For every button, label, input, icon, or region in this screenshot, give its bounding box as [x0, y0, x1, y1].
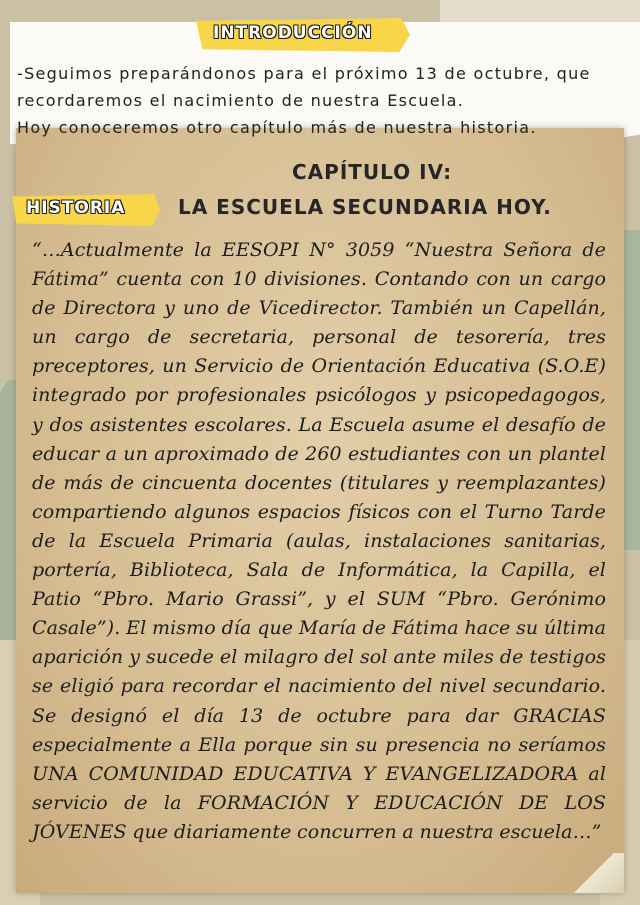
- intro-text: [17, 60, 637, 141]
- historia-label: HISTORIA: [26, 198, 126, 218]
- chapter-number: CAPÍTULO IV:: [292, 160, 453, 184]
- intro-line: -Seguimos preparándonos para el próximo 13 de octubre, que: [17, 64, 591, 83]
- page-curl-decoration: [564, 853, 624, 893]
- story-body: “…Actualmente la EESOPI N° 3059 “Nuestra Señora de Fátima” cuenta con 10 divisiones. Contando con un cargo de Directora y uno de Vicedirector. También un Capellán, un cargo de secretaria, personal de tesorería, tres preceptores, un Servicio de Orientación Educativa (S.O.E) integrado por profesionales psicólogos y psicopedagogos, y dos asistentes escolares. La Escuela asume el desafío de educar a un aproximado de 260 estudiantes con un plantel de más de cincuenta docentes (titulares y reemplazantes) compartiendo algunos espacios físicos con el Turno Tarde de la Escuela Primaria (aulas, instalaciones sanitarias, portería, Biblioteca, Sala de Informática, la Capilla, el Patio “Pbro. Mario Grassi”, y el SUM “Pbro. Gerónimo Casale”). El mismo día que María de Fátima hace su última aparición y sucede el milagro del sol ante miles de testigos se eligió para recordar el nacimiento del nivel secundario. Se designó el día 13 de octubre para dar GRACIAS especialmente a Ella porque sin su presencia no seríamos UNA COMUNIDAD EDUCATIVA Y EVANGELIZADORA al servicio de la FORMACIÓN Y EDUCACIÓN DE LOS JÓVENES que diariamente concurren a nuestra escuela…”: [32, 239, 606, 843]
- intro-line: recordaremos el nacimiento de nuestra Escuela.: [17, 91, 465, 110]
- intro-line: Hoy conoceremos otro capítulo más de nuestra historia.: [17, 118, 537, 137]
- chapter-title: LA ESCUELA SECUNDARIA HOY.: [178, 195, 552, 219]
- intro-label: INTRODUCCIÓN: [213, 23, 373, 43]
